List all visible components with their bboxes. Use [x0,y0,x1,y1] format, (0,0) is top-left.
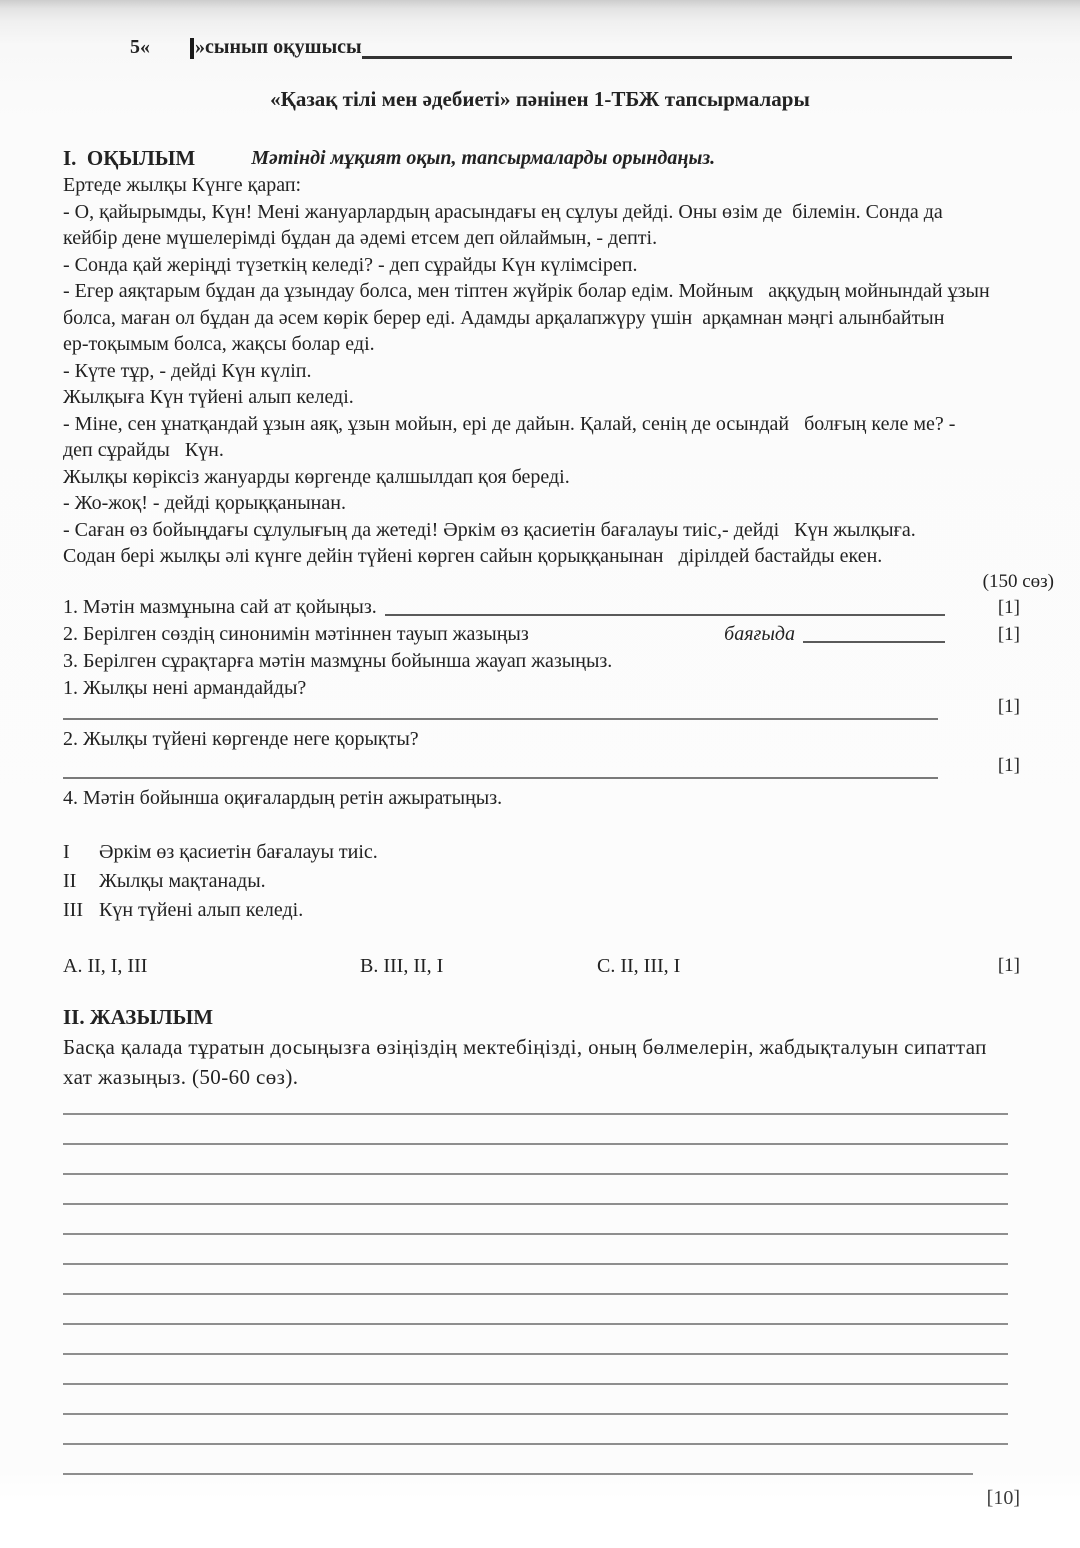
option-c: C. II, III, I [597,954,681,977]
question-3-sub2-answer-blank [63,777,938,779]
answer-options-row [63,952,1020,980]
passage-line: деп сұрайды Күн. [63,439,224,461]
section1-heading-row [63,145,1020,172]
writing-line-blank [63,1205,1008,1235]
sequence-list [63,838,1020,925]
writing-line-blank [63,1115,1008,1145]
section2-task [63,1032,1020,1092]
sequence-numeral: III [63,898,83,921]
passage-line: - Сонда қай жеріңді түзеткің келеді? - деп сұрайды Күн күлімсіреп. [63,253,638,276]
document-body [63,145,1054,1511]
question-3-sub2-mark: [1] [997,754,1020,776]
writing-line-blank [63,1445,973,1475]
sequence-gap [83,896,99,925]
passage-line: кейбір дене мүшелерімді бұдан да әдемі етсем деп ойлаймын, - депті. [63,227,658,249]
question-3-sub2-text: 2. Жылқы түйені көргенде неге қорықты? [63,727,419,750]
writing-line-blank [63,1385,1008,1415]
question-3-sub1-answer-blank [63,718,938,720]
student-name-label: »сынып оқушысы [195,36,362,58]
question-3-sub1-text: 1. Жылқы нені армандайды? [63,676,307,699]
option-b: B. III, II, I [360,954,444,977]
reading-passage [63,172,1020,570]
list-item [63,896,1020,925]
passage-line: Жылқыға Күн түйені алып келеді. [63,386,354,408]
section2-title: II. ЖАЗЫЛЫМ [63,1004,214,1029]
question-2-text: 2. Берілген сөздің синонимін мәтіннен тауып жазыңыз [63,622,529,645]
sequence-numeral: I [63,840,70,863]
student-name-blank [362,56,1012,59]
sequence-numeral: II [63,869,77,892]
writing-line-blank [63,1265,1008,1295]
sequence-text: Жылқы мақтанады. [99,869,266,892]
writing-line-blank [63,1295,1008,1325]
passage-line: Жылқы көріксіз жануарды көргенде қалшылдап қоя береді. [63,465,570,488]
question-4-text: 4. Мәтін бойынша оқиғалардың ретін ажыратыңыз. [63,786,503,809]
question-3-sub1-mark: [1] [997,695,1020,717]
question-3-sub1-answer-row [63,695,1020,720]
writing-line-blank [63,1175,1008,1205]
list-item [63,867,1020,896]
passage-line: - Міне, сен ұнатқандай ұзын аяқ, ұзын мойын, ері де дайын. Қалай, сенің де осындай болғың келе ме? - [63,412,956,435]
writing-line-blank [63,1145,1008,1175]
section2-mark: [10] [986,1486,1020,1509]
writing-line-blank [63,1355,1008,1385]
section1-title: I. ОҚЫЛЫМ [63,146,196,170]
word-count-label: (150 сөз) [982,570,1054,592]
question-2-row [63,621,1020,648]
passage-line: Содан бері жылқы әлі күнге дейін түйені көрген сайын қорыққанынан дірілдей бастайды екен. [63,545,883,567]
page-title: «Қазақ тілі мен әдебиеті» пәнінен 1-ТБЖ тапсырмалары [270,87,810,111]
writing-line-blank [63,1415,1008,1445]
student-name-header [130,0,1012,61]
sequence-gap [83,867,99,896]
question-4-mark: [1] [997,954,1020,976]
passage-line: - Жо-жоқ! - дейді қорыққанынан. [63,492,346,514]
question-2-keyword: баяғыда [724,622,795,645]
question-3-sub2-answer-row [63,753,1020,779]
writing-line-blank [63,1325,1008,1355]
task-line: хат жазыңыз. (50-60 сөз). [63,1064,299,1089]
question-1-text: 1. Мәтін мазмұнына сай ат қойыңыз. [63,595,377,618]
grade-number: 5« [130,36,150,58]
sequence-gap [83,838,99,867]
question-2-answer-blank [803,641,945,643]
task-line: Басқа қалада тұратын досыңызға өзіңіздің мектебіңізді, оның бөлмелерін, жабдықталуын сипаттап [63,1034,987,1059]
question-1-row [63,594,1020,621]
passage-line: - Егер аяқтарым бұдан да ұзындау болса, мен тіптен жүйрік болар едім. Мойным аққудың мойнындай ұзын [63,280,990,302]
passage-line: болса, маған ол бұдан да әсем көрік берер еді. Адамды арқалапжүру үшін арқамнан мәңгі алынбайтын [63,306,945,329]
writing-lines [63,1085,1020,1475]
section1-instruction: Мәтінді мұқият оқып, тапсырмаларды орындаңыз. [251,147,716,169]
question-2-mark: [1] [997,623,1020,645]
sequence-text: Күн түйені алып келеді. [99,898,304,921]
passage-line: ер-тоқымым болса, жақсы болар еді. [63,333,375,355]
passage-line: - О, қайырымды, Күн! Мені жануарлардың арасындағы ең сұлуы дейді. Оны өзім де білемін. Сонда да [63,200,943,223]
question-1-answer-blank [385,614,945,616]
passage-line: - Саған өз бойыңдағы сұлулығың да жетеді! Әркім өз қасиетін бағалауы тиіс,- дейді Күн жылқыға. [63,518,916,541]
question-3-text: 3. Берілген сұрақтарға мәтін мазмұны бойынша жауап жазыңыз. [63,649,613,672]
passage-line: Ертеде жылқы Күнге қарап: [63,174,302,196]
list-item [63,838,1020,867]
option-a: A. II, I, III [63,954,148,977]
question-1-mark: [1] [997,596,1020,618]
passage-line: - Күте тұр, - дейді Күн күліп. [63,359,312,382]
writing-line-blank [63,1235,1008,1265]
sequence-text: Әркім өз қасиетін бағалауы тиіс. [99,840,378,863]
text-cursor-bar [190,38,194,59]
